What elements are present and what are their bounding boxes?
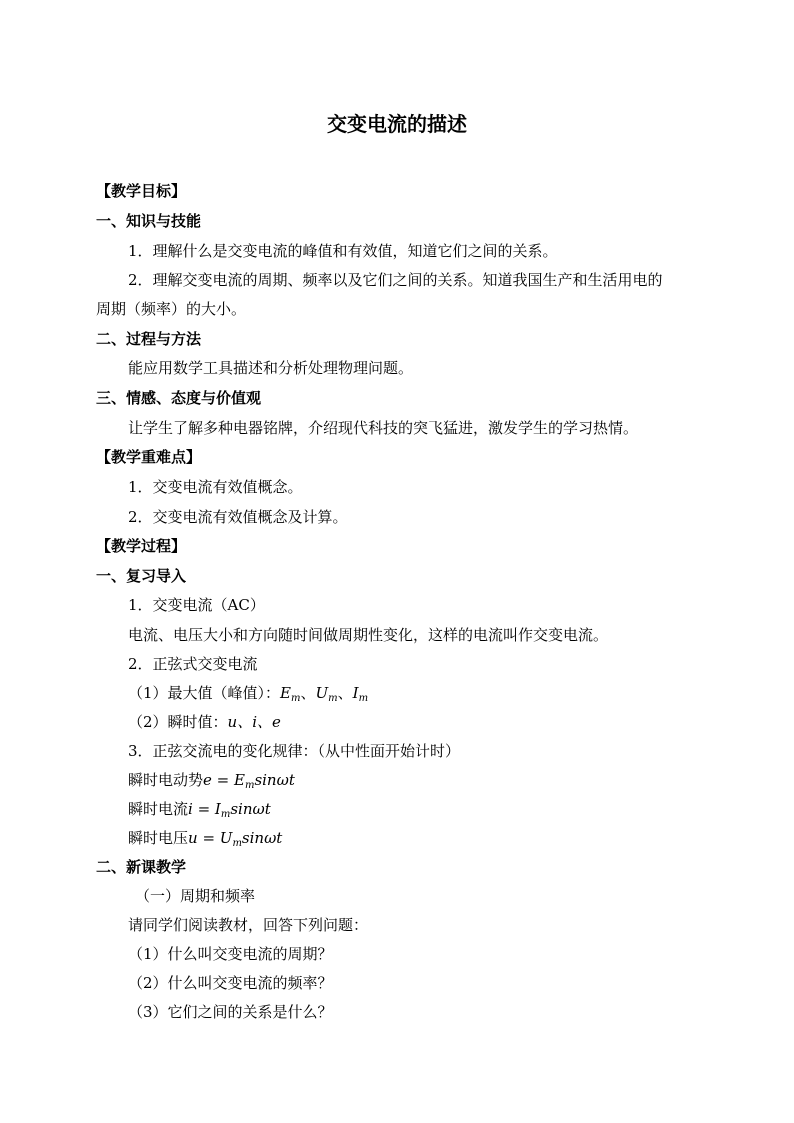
goal-item-1: 1．理解什么是交变电流的峰值和有效值，知道它们之间的关系。 [128, 242, 558, 260]
symbol-U: U [315, 684, 329, 702]
voltage-formula-lhs: u = U [188, 829, 233, 847]
emf-formula-rhs: sinωt [254, 771, 295, 789]
review-item-1: 1．交变电流（AC） [128, 596, 265, 614]
current-formula-lhs: i = I [188, 800, 221, 818]
voltage-label: 瞬时电压 [128, 829, 189, 847]
reading-instruction: 请同学们阅读教材，回答下列问题： [128, 916, 369, 934]
question-2: （2）什么叫交变电流的频率？ [128, 974, 333, 992]
emf-formula-line [128, 770, 295, 790]
key-point-1: 1．交变电流有效值概念。 [128, 478, 303, 496]
subscript-m: m [220, 809, 231, 820]
attitude-values-text: 让学生了解多种电器铭牌，介绍现代科技的突飞猛进，激发学生的学习热情。 [128, 419, 639, 437]
heading-key-points: 【教学重难点】 [96, 448, 202, 466]
voltage-formula-rhs: sinωt [241, 829, 283, 847]
instant-value-symbols: u、i、e [227, 713, 281, 731]
heading-knowledge-skills: 一、知识与技能 [96, 212, 202, 230]
heading-teaching-process: 【教学过程】 [96, 537, 187, 555]
current-formula-line [128, 799, 271, 819]
symbol-E: E [280, 684, 291, 702]
max-value-label: （1）最大值（峰值）： [128, 684, 281, 702]
separator: 、 [337, 684, 353, 702]
emf-label: 瞬时电动势 [128, 771, 204, 789]
heading-review: 一、复习导入 [96, 567, 187, 585]
heading-process-methods: 二、过程与方法 [96, 330, 202, 348]
review-item-3: 3．正弦交流电的变化规律：（从中性面开始计时） [128, 742, 461, 760]
subscript-m: m [291, 693, 301, 704]
goal-item-2: 2．理解交变电流的周期、频率以及它们之间的关系。知道我国生产和生活用电的 [128, 271, 663, 289]
voltage-formula-line [128, 828, 282, 848]
current-label: 瞬时电流 [128, 800, 189, 818]
symbol-I: I [352, 684, 359, 702]
heading-attitude-values: 三、情感、态度与价值观 [96, 389, 262, 407]
emf-formula-lhs: e = E [203, 771, 245, 789]
max-value-line [128, 683, 368, 703]
question-3: （3）它们之间的关系是什么？ [128, 1003, 333, 1021]
subscript-m: m [328, 693, 338, 704]
ac-definition-text: 电流、电压大小和方向随时间做周期性变化，这样的电流叫作交变电流。 [128, 626, 609, 644]
subscript-m: m [232, 838, 242, 849]
question-1: （1）什么叫交变电流的周期？ [128, 945, 333, 963]
review-item-2: 2．正弦式交变电流 [128, 655, 258, 673]
goal-item-2-continued: 周期（频率）的大小。 [96, 300, 247, 318]
instant-value-label: （2）瞬时值： [128, 713, 228, 731]
instant-value-line [128, 712, 281, 732]
heading-teaching-goals: 【教学目标】 [96, 182, 187, 200]
current-formula-rhs: sinωt [230, 800, 271, 818]
subheading-period-frequency: （一）周期和频率 [135, 887, 256, 905]
subscript-m: m [358, 693, 369, 704]
process-methods-text: 能应用数学工具描述和分析处理物理问题。 [128, 359, 414, 377]
key-point-2: 2．交变电流有效值概念及计算。 [128, 508, 348, 526]
separator: 、 [300, 684, 316, 702]
document-title: 交变电流的描述 [327, 112, 467, 136]
subscript-m: m [244, 780, 255, 791]
heading-new-lesson: 二、新课教学 [96, 858, 187, 876]
